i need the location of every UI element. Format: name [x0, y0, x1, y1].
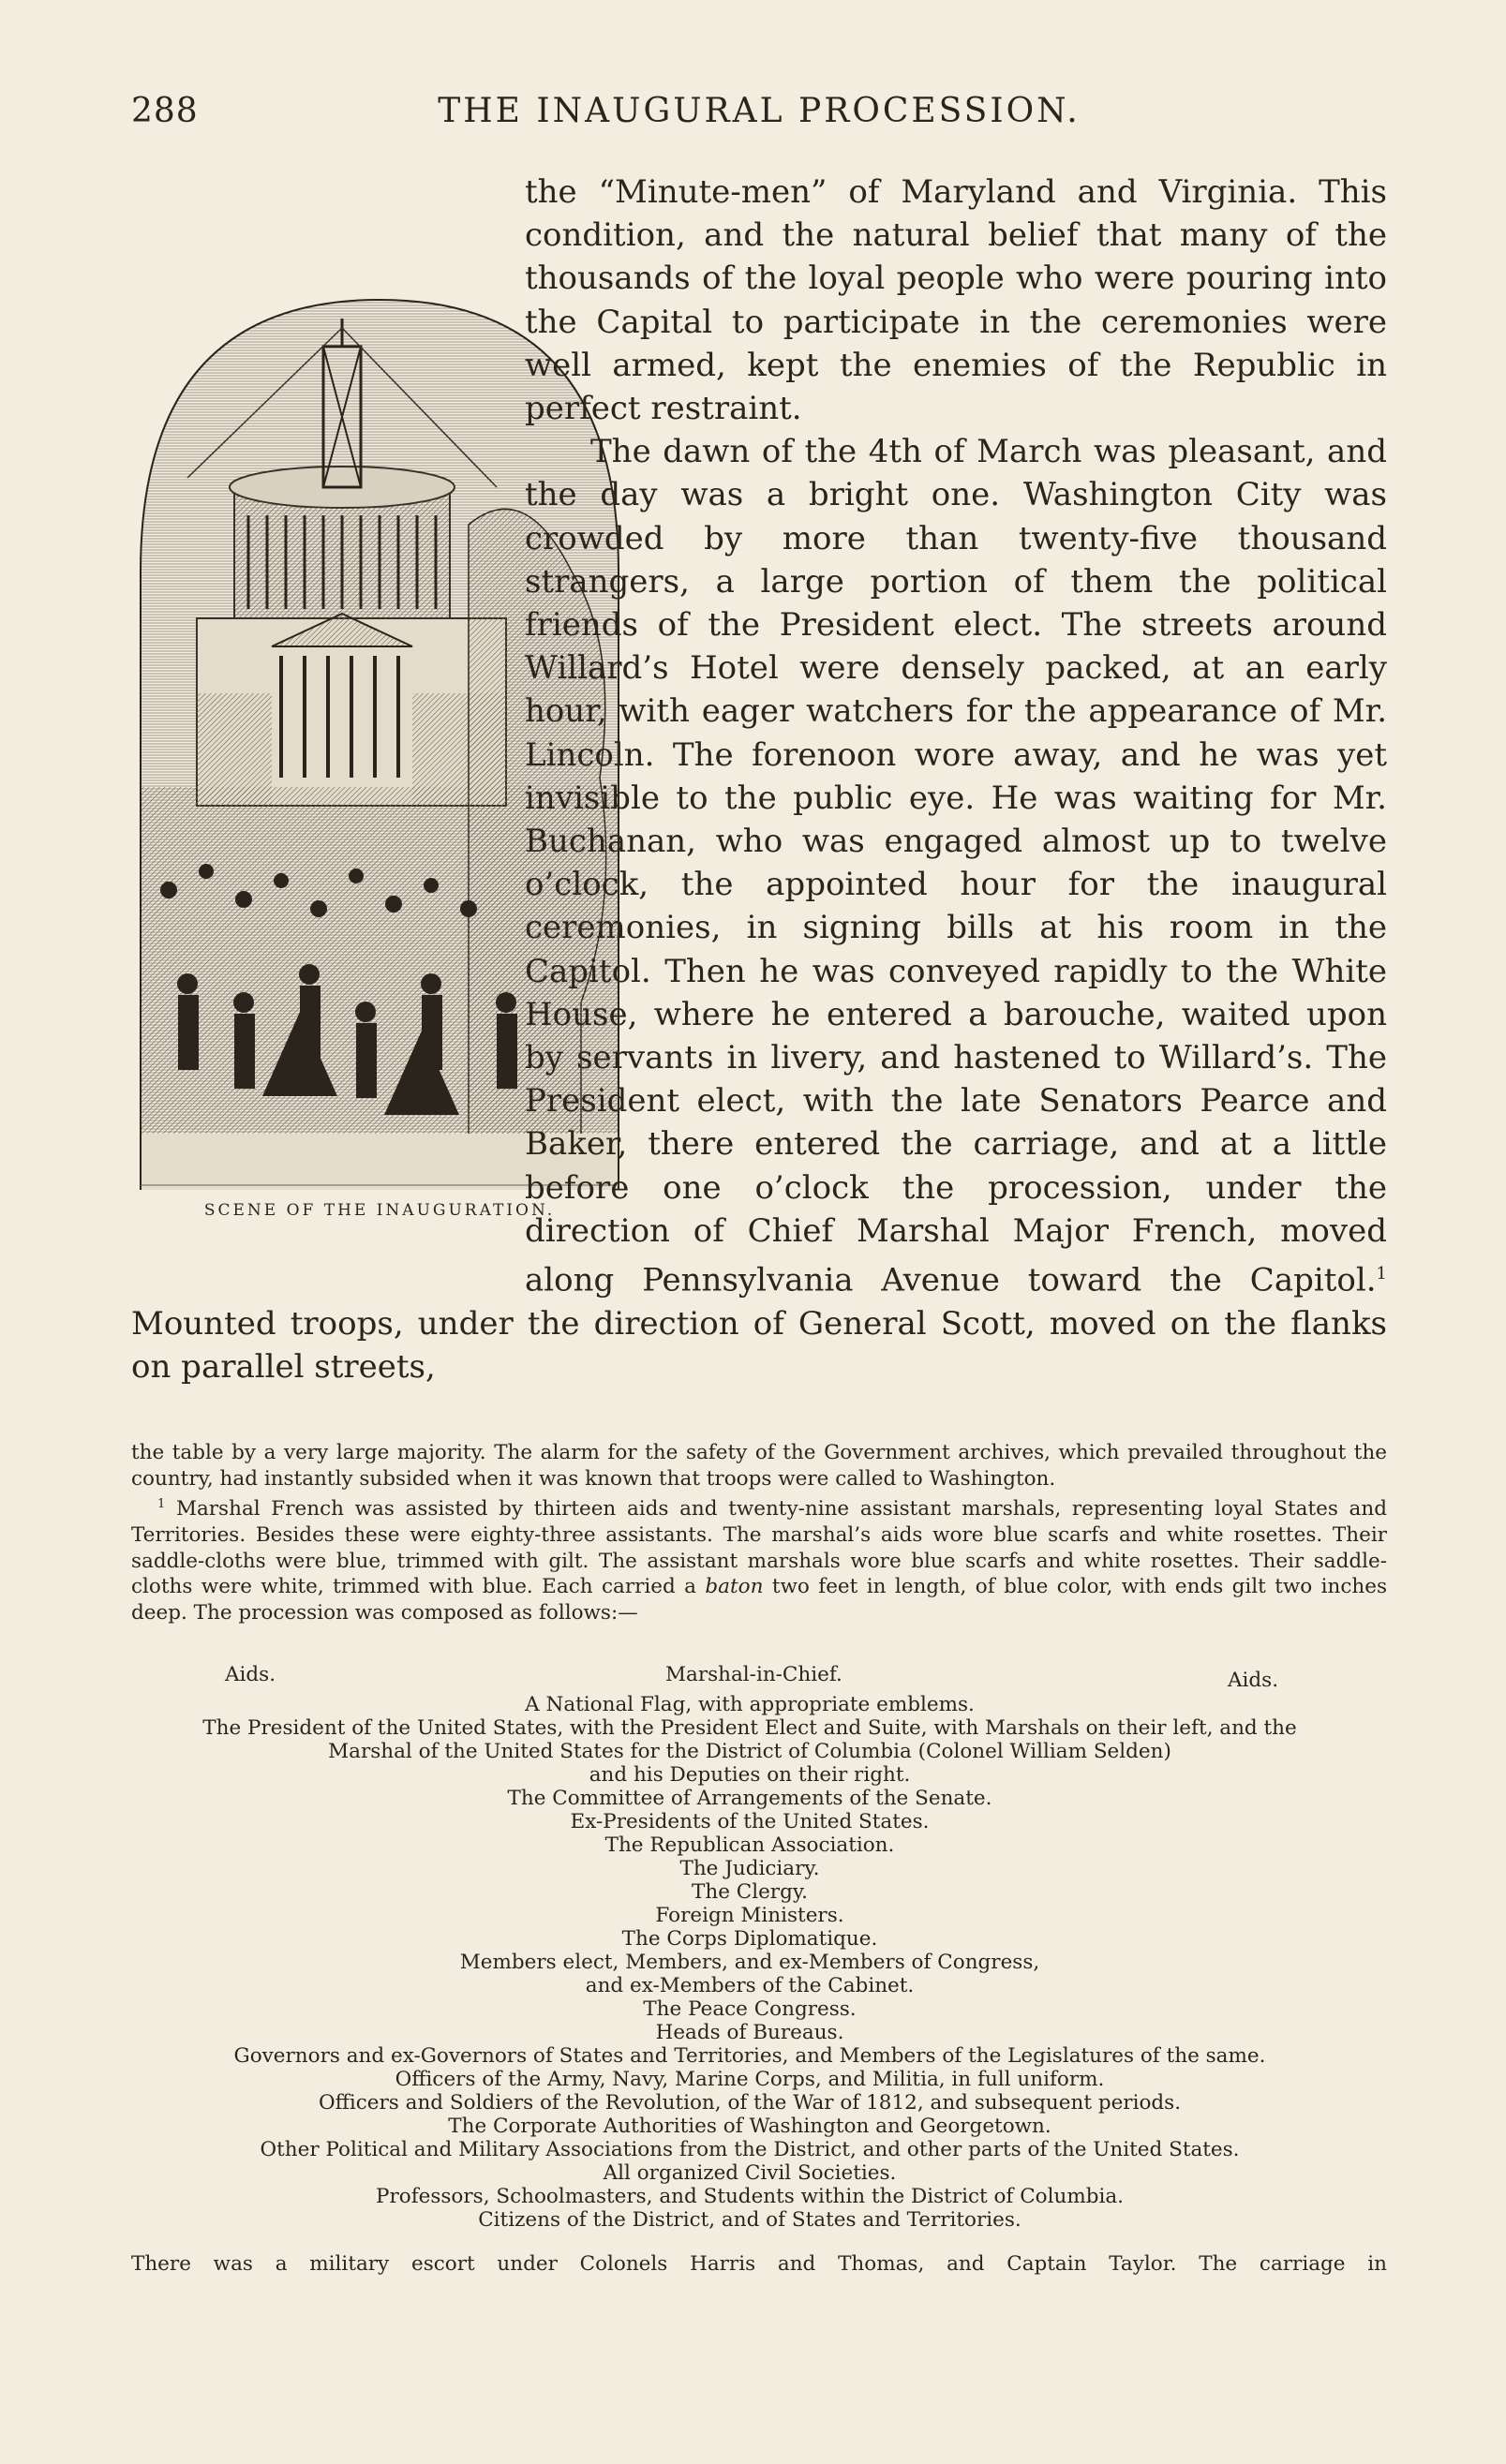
procession-line: Marshal of the United States for the District of Columbia (Colonel William Selden)	[328, 1740, 1171, 1763]
procession-line: Ex-Presidents of the United States.	[570, 1810, 930, 1833]
procession-line: The Committee of Arrangements of the Senate.	[507, 1787, 992, 1810]
procession-line: The President of the United States, with the President Elect and Suite, with Marshals on their left, and the	[202, 1716, 1297, 1740]
footnote-1	[131, 1492, 1387, 1625]
procession-line: and ex-Members of the Cabinet.	[585, 1974, 915, 1997]
procession-line: The Corporate Authorities of Washington and Georgetown.	[448, 2115, 1051, 2138]
figure-caption: SCENE OF THE INAUGURATION.	[203, 1201, 556, 1220]
footnotes	[131, 1440, 1387, 1625]
closing-line: There was a military escort under Colonels Harris and Thomas, and Captain Taylor. The carriage in	[131, 2252, 1387, 2276]
paragraph-2-text: The dawn of the 4th of March was pleasant, and the day was a bright one. Washington City was crowded by more than twenty-five thousand strangers, a large portion of them the political friends of the President elect. The streets around Willard’s Hotel were densely packed, at an early hour, with eager watchers for the appearance of Mr. Lincoln. The forenoon wore away, and he was yet invisible to the public eye. He was waiting for Mr. Buchanan, who was engaged almost up to twelve o’clock, the appointed hour for the inaugural ceremonies, in signing bills at his room in the Capitol. Then he was conveyed rapidly to the White House, where he entered a barouche, waited upon by servants in livery, and hastened to Willard’s. The President elect, with the late Senators Pearce and Baker, there entered the carriage, and at a little before one o’clock the procession, under the direction of Chief Marshal Major French, moved along Pennsylvania Avenue toward the Capitol.	[525, 433, 1387, 1299]
procession-line: Governors and ex-Governors of States and Territories, and Members of the Legislatures of the same.	[233, 2044, 1266, 2068]
procession-line: All organized Civil Societies.	[603, 2161, 897, 2185]
procession-line: A National Flag, with appropriate emblems.	[525, 1693, 975, 1716]
procession-line: Officers of the Army, Navy, Marine Corps, and Militia, in full uniform.	[395, 2068, 1105, 2091]
paragraph-1: the “Minute-men” of Maryland and Virginia. This condition, and the natural belief that many of the thousands of the loyal people who were pouring into the Capital to participate in the ceremonies were well armed, kept the enemies of the Republic in perfect restraint.	[525, 173, 1387, 428]
procession-heading	[112, 1663, 1387, 1693]
procession-line: Professors, Schoolmasters, and Students within the District of Columbia.	[376, 2185, 1124, 2208]
procession-line: The Peace Congress.	[643, 1997, 857, 2021]
footnote-1-mark: 1	[157, 1497, 166, 1512]
footnote-1-text-a: Marshal French was assisted by thirteen aids and twenty-nine assistant marshals, representing loyal States and Territories. Besides these were eighty-three assistants. The marshal’s aids wore blue scarfs and white rosettes. Their saddle-cloths were blue, trimmed with gilt. The assistant marshals wore blue scarfs and white rosettes. Their saddle-cloths were white, trimmed with blue. Each carried a	[131, 1497, 1387, 1599]
procession-order	[112, 1663, 1387, 2232]
procession-line: Citizens of the District, and of States and Territories.	[478, 2208, 1021, 2232]
aids-left: Aids.	[225, 1663, 276, 1686]
figure-space	[0, 257, 525, 1278]
procession-line: The Republican Association.	[604, 1833, 895, 1857]
procession-lines	[112, 1693, 1387, 2232]
footnote-continued: the table by a very large majority. The alarm for the safety of the Government archives, which prevailed throughout the country, had instantly subsided when it was known that troops were called to Washington.	[131, 1441, 1387, 1491]
procession-line: Members elect, Members, and ex-Members of Congress,	[459, 1951, 1040, 1974]
procession-line: The Judiciary.	[679, 1857, 820, 1880]
procession-line: Heads of Bureaus.	[655, 2021, 844, 2044]
footnote-1-text-b: two feet in length, of blue color, with ends gilt two inches deep. The procession was composed as follows:—	[131, 1575, 1387, 1625]
aids-right: Aids.	[1228, 1669, 1279, 1692]
paragraph-2-continued: Mounted troops, under the direction of General Scott, moved on the flanks on parallel streets,	[131, 1304, 1387, 1386]
footnote-1-italic: baton	[705, 1575, 764, 1599]
running-title: THE INAUGURAL PROCESSION.	[438, 92, 1081, 130]
procession-line: The Clergy.	[692, 1880, 808, 1904]
marshal-in-chief: Marshal-in-Chief.	[665, 1663, 842, 1686]
procession-line: Officers and Soldiers of the Revolution, of the War of 1812, and subsequent periods.	[318, 2091, 1182, 2115]
footnote-ref-1: 1	[1376, 1264, 1387, 1284]
page-number: 288	[131, 92, 199, 130]
procession-line: Other Political and Military Associations from the District, and other parts of the United States.	[260, 2138, 1240, 2161]
procession-line: The Corps Diplomatique.	[621, 1927, 878, 1951]
procession-line: and his Deputies on their right.	[589, 1763, 911, 1787]
page-header	[131, 92, 1387, 139]
procession-line: Foreign Ministers.	[655, 1904, 844, 1927]
main-text	[131, 171, 1387, 1388]
